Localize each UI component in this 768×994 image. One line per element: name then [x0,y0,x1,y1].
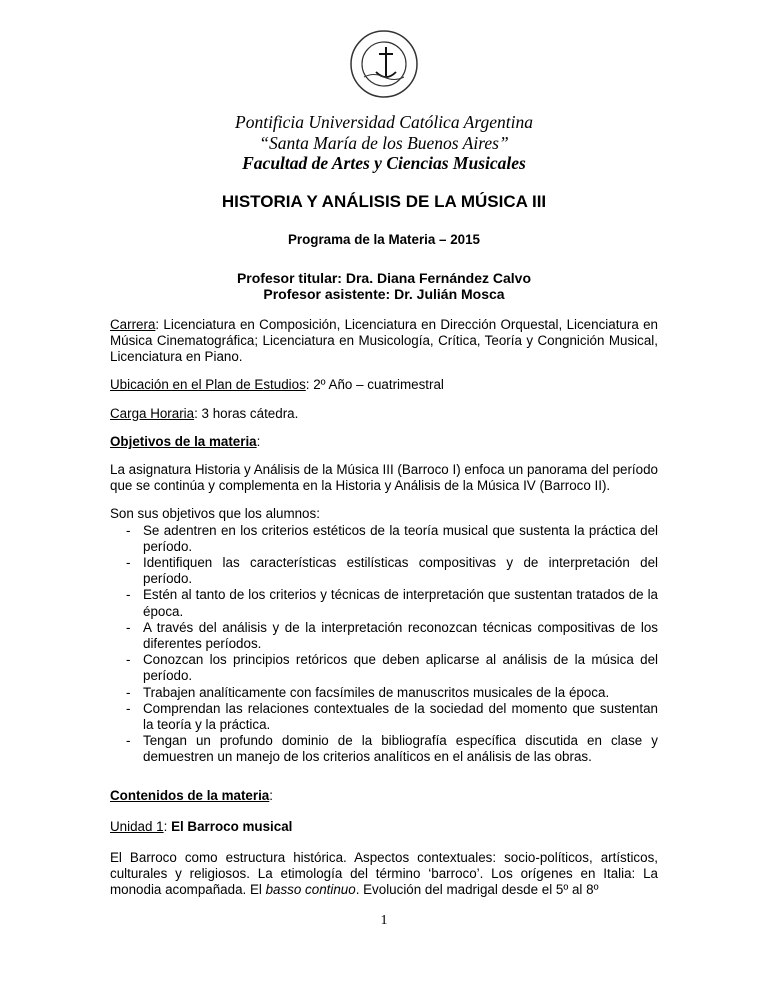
list-item: - Tengan un profundo dominio de la bibliografía específica discutida en clase y demuestren un manejo de los criterios analíticos en el análisis de las obras. [126,733,658,765]
list-item: - A través del análisis y de la interpretación reconozcan técnicas compositivas de los diferentes períodos. [126,620,658,652]
program-year: Programa de la Materia – 2015 [287,231,481,247]
unidad-text-italic: basso continuo [265,882,356,898]
faculty-name: Facultad de Artes y Ciencias Musicales [242,153,526,173]
list-item: - Trabajen analíticamente con facsímiles de manuscritos musicales de la época. [126,685,658,701]
carga-label: Carga Horaria [110,405,195,421]
document-body [110,317,658,899]
ubicacion-label: Ubicación en el Plan de Estudios [110,377,306,393]
professor-titular: Profesor titular: Dra. Diana Fernández Calvo [236,269,532,286]
contenidos-heading-text: Contenidos de la materia [110,787,270,803]
unidad-title: El Barroco musical [171,818,293,834]
objetivos-heading [110,434,658,450]
objetivos-intro: La asignatura Historia y Análisis de la Música III (Barroco I) enfoca un panorama del período que se continúa y complementa en la Historia y Análisis de la Música IV (Barroco II). [110,461,658,494]
unidad-heading [110,819,658,835]
university-subtitle: “Santa María de los Buenos Aires” [259,132,509,153]
institution-header [0,112,768,174]
objetivos-heading-text: Objetivos de la materia [110,433,257,449]
unidad-label: Unidad 1 [110,818,164,834]
objetivos-list [110,523,658,766]
list-item: - Estén al tanto de los criterios y técnicas de interpretación que sustentan tratados de la época. [126,587,658,619]
ubicacion-text: : 2º Año – cuatrimestral [305,377,444,393]
carga-paragraph [110,406,658,422]
objetivos-colon: : [256,433,261,449]
carrera-paragraph [110,317,658,366]
page-number: 1 [380,912,388,928]
unidad-text-b: . Evolución del madrigal desde el 5º al 8º [355,882,599,898]
objetivos-lead: Son sus objetivos que los alumnos: [110,506,320,522]
professors [0,270,768,303]
carrera-label: Carrera [110,316,156,332]
course-title: HISTORIA Y ANÁLISIS DE LA MÚSICA III [221,191,547,211]
unidad-text-a: El Barroco como estructura histórica. Aspectos contextuales: socio-políticos, artísticos, culturales y religiosos. La etimología del término ‘barroco’. Los orígenes en Italia: La monodia acompañada. El [110,849,658,898]
contenidos-heading [110,788,658,804]
unidad-paragraph [110,850,658,899]
carrera-text: : Licenciatura en Composición, Licenciatura en Dirección Orquestal, Licenciatura en Música Cinematográfica; Licenciatura en Musicología, Crítica, Teoría y Congnición Musical, Licenciatura en Piano. [110,316,658,365]
list-item: - Identifiquen las características estilísticas compositivas y de interpretación del período. [126,555,658,587]
ubicacion-paragraph [110,377,658,393]
carga-text: : 3 horas cátedra. [194,405,299,421]
list-item: - Conozcan los principios retóricos que deben aplicarse al análisis de la música del período. [126,652,658,684]
university-seal-logo [348,14,420,106]
list-item: - Se adentren en los criterios estéticos de la teoría musical que sustenta la práctica del período. [126,523,658,555]
professor-asistente: Profesor asistente: Dr. Julián Mosca [263,286,505,303]
university-name: Pontificia Universidad Católica Argentina [235,112,533,132]
list-item: - Comprendan las relaciones contextuales de la sociedad del momento que sustentan la teoría y la práctica. [126,701,658,733]
unidad-colon: : [163,818,172,834]
contenidos-colon: : [269,787,273,803]
